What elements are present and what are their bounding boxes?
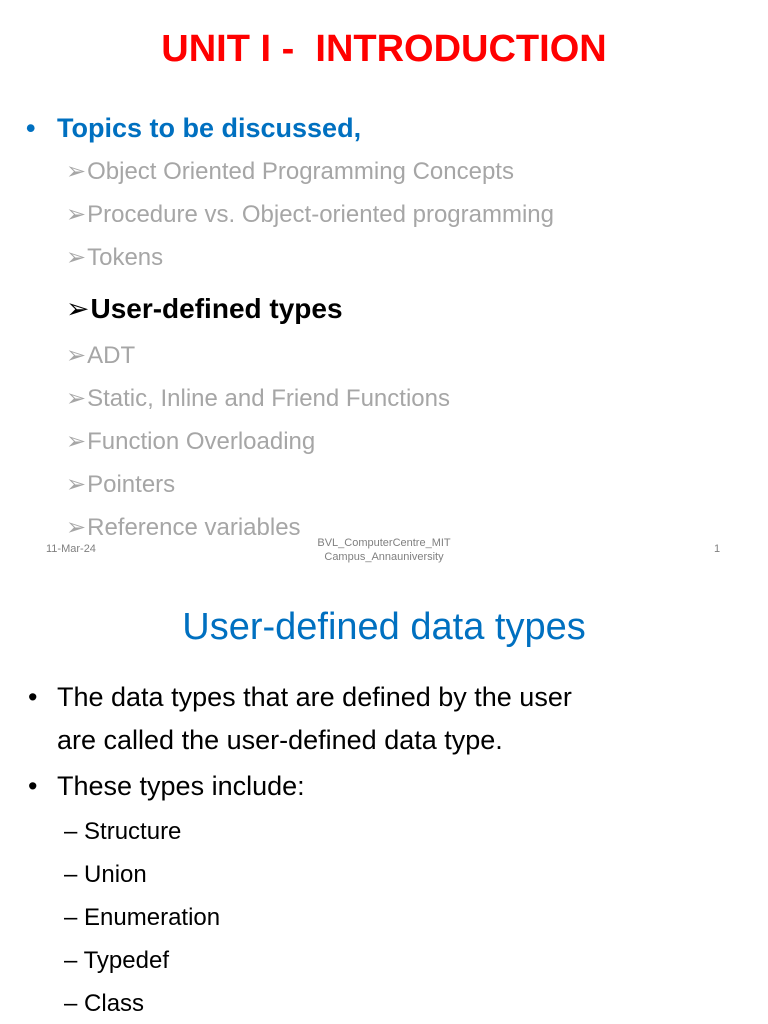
topic-item-function-overloading (66, 427, 315, 457)
topic-item-label: ADT (87, 342, 136, 369)
slide-2 (0, 576, 768, 1024)
topic-item-static-inline-friend (66, 384, 450, 414)
topic-item-oop-concepts (66, 157, 514, 187)
topic-item-label: Reference variables (87, 514, 301, 541)
footer-date: 11-Mar-24 (46, 543, 96, 555)
type-item-label: Enumeration (84, 904, 221, 931)
footer-source-line-2: Campus_Annauniversity (324, 551, 444, 563)
arrow-bullet-icon: ➢ (66, 514, 87, 541)
type-item-label: Structure (84, 818, 182, 845)
slide-2-title: User-defined data types (182, 606, 586, 648)
topic-item-label: Procedure vs. Object-oriented programming (87, 201, 554, 228)
arrow-bullet-icon: ➢ (66, 293, 90, 324)
type-item-structure (64, 817, 181, 847)
topics-heading: Topics to be discussed, (57, 113, 362, 143)
types-include-text: These types include: (57, 771, 305, 801)
type-item-enumeration (64, 903, 220, 933)
topic-item-label: Function Overloading (87, 428, 316, 455)
topic-item-adt (66, 341, 135, 371)
type-item-label: Union (84, 861, 147, 888)
topic-item-label: Static, Inline and Friend Functions (87, 385, 450, 412)
arrow-bullet-icon: ➢ (66, 342, 87, 369)
arrow-bullet-icon: ➢ (66, 385, 87, 412)
topic-item-label: Object Oriented Programming Concepts (87, 158, 514, 185)
footer-source (284, 536, 484, 564)
arrow-bullet-icon: ➢ (66, 428, 87, 455)
arrow-bullet-icon: ➢ (66, 201, 87, 228)
bullet-marker: • (28, 682, 38, 712)
topic-item-label: User-defined types (90, 293, 343, 324)
footer-page-number: 1 (714, 543, 721, 555)
type-item-typedef (64, 946, 169, 976)
slide-1-title: UNIT I - INTRODUCTION (161, 28, 607, 70)
type-item-class (64, 989, 144, 1019)
topic-item-pointers (66, 470, 175, 500)
bullet-marker: • (26, 113, 36, 143)
definition-paragraph (57, 676, 697, 762)
arrow-bullet-icon: ➢ (66, 158, 87, 185)
dash-bullet-icon: – (64, 861, 78, 888)
definition-line-2: are called the user-defined data type. (57, 725, 503, 755)
dash-bullet-icon: – (64, 947, 78, 974)
bullet-marker: • (28, 771, 38, 801)
footer-source-line-1: BVL_ComputerCentre_MIT (317, 537, 451, 549)
topic-item-label: Tokens (87, 244, 164, 271)
type-item-union (64, 860, 147, 890)
topic-item-reference-variables (66, 513, 301, 543)
dash-bullet-icon: – (64, 818, 78, 845)
topic-item-tokens (66, 243, 163, 273)
dash-bullet-icon: – (64, 904, 78, 931)
topic-item-label: Pointers (87, 471, 176, 498)
topic-item-user-defined-types (66, 292, 343, 326)
dash-bullet-icon: – (64, 990, 78, 1017)
arrow-bullet-icon: ➢ (66, 471, 87, 498)
definition-line-1: The data types that are defined by the user (57, 682, 572, 712)
type-item-label: Typedef (83, 947, 169, 974)
arrow-bullet-icon: ➢ (66, 244, 87, 271)
topic-item-procedure-vs-oop (66, 200, 554, 230)
type-item-label: Class (84, 990, 145, 1017)
